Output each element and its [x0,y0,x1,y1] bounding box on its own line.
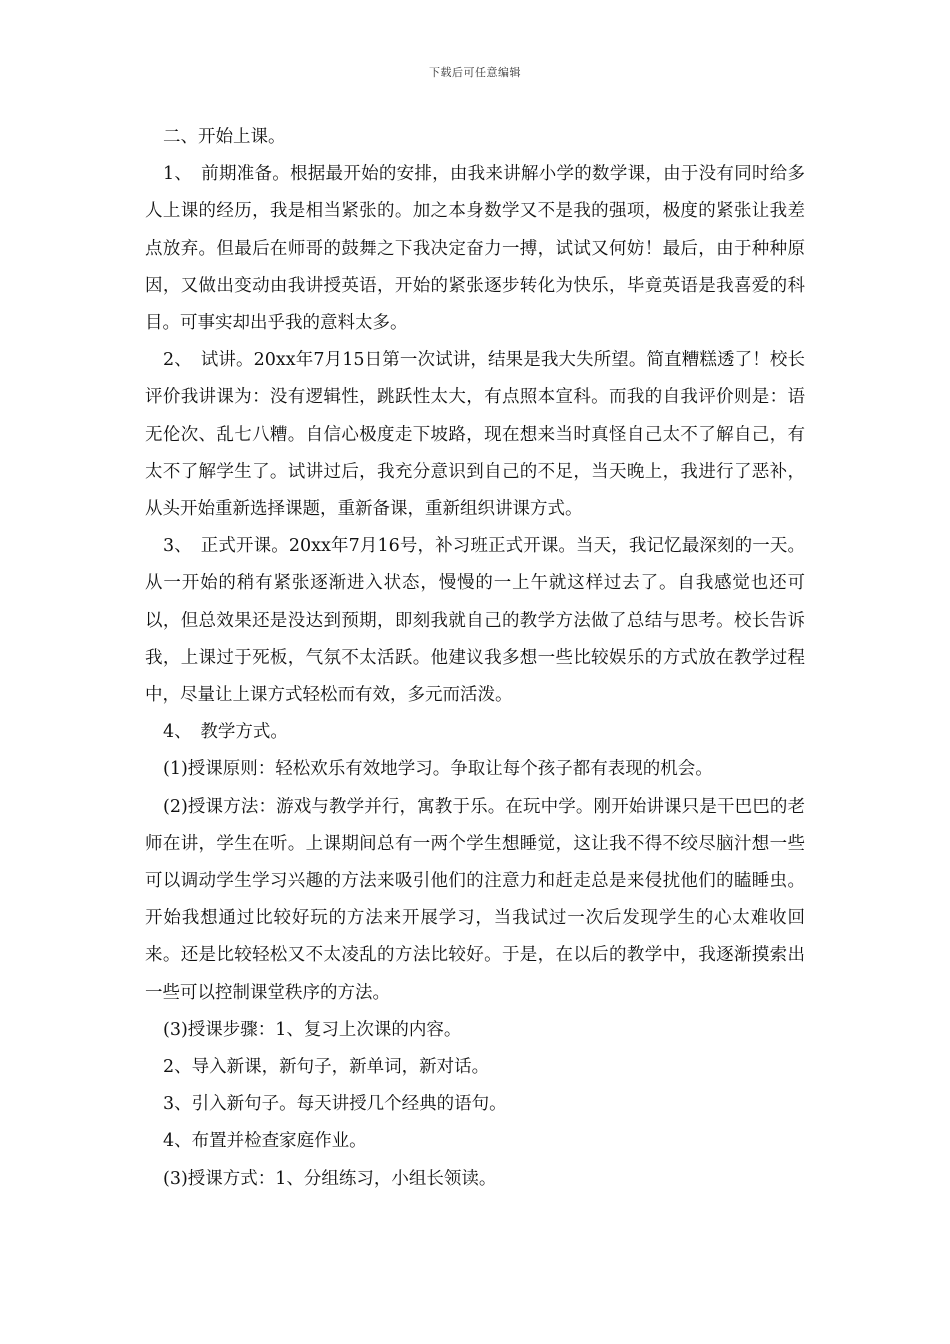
document-body [145,119,805,1198]
paragraph-preparation: 1、 前期准备。根据最开始的安排，由我来讲解小学的数学课，由于没有同时给多人上课的经历，我是相当紧张的。加之本身数学又不是我的强项，极度的紧张让我差点放弃。但最后在师哥的鼓舞之下我决定奋力一搏，试试又何妨！最后，由于种种原因，又做出变动由我讲授英语，开始的紧张逐步转化为快乐，毕竟英语是我喜爱的科目。可事实却出乎我的意料太多。 [145,164,805,334]
paragraph-teaching-format: (3)授课方式：1、分组练习，小组长领读。 [163,1168,497,1189]
list-item: 2、导入新课，新句子，新单词，新对话。 [163,1057,490,1078]
page-header: 下载后可任意编辑 [429,66,521,79]
paragraph-teaching-principle: (1)授课原则：轻松欢乐有效地学习。争取让每个孩子都有表现的机会。 [163,759,713,780]
paragraph-teaching-steps: (3)授课步骤：1、复习上次课的内容。 [163,1019,462,1040]
paragraph-teaching-approach: (2)授课方法：游戏与教学并行，寓教于乐。在玩中学。刚开始讲课只是干巴巴的老师在讲，学生在听。上课期间总有一两个学生想睡觉，这让我不得不绞尽脑汁想一些可以调动学生学习兴趣的方法来吸引他们的注意力和赶走总是来侵扰他们的瞌睡虫。开始我想通过比较好玩的方法来开展学习，当我试过一次后发现学生的心太难收回来。还是比较轻松又不太凌乱的方法比较好。于是，在以后的教学中，我逐渐摸索出一些可以控制课堂秩序的方法。 [145,796,805,1003]
paragraph-official-class: 3、 正式开课。20xx年7月16号，补习班正式开课。当天，我记忆最深刻的一天。从一开始的稍有紧张逐渐进入状态，慢慢的一上午就这样过去了。自我感觉也还可以，但总效果还是没达到预期，即刻我就自己的教学方法做了总结与思考。校长告诉我，上课过于死板，气氛不太活跃。他建议我多想一些比较娱乐的方式放在教学过程中，尽量让上课方式轻松而有效，多元而活泼。 [145,536,805,706]
paragraph-teaching-methods-heading: 4、 教学方式。 [163,722,288,743]
list-item: 3、引入新句子。每天讲授几个经典的语句。 [163,1094,507,1115]
paragraph-trial-lecture: 2、 试讲。20xx年7月15日第一次试讲，结果是我大失所望。简直糟糕透了！校长评价我讲课为：没有逻辑性，跳跃性太大，有点照本宣科。而我的自我评价则是：语无伦次、乱七八糟。自信心极度走下坡路，现在想来当时真怪自己太不了解自己，有太不了解学生了。试讲过后，我充分意识到自己的不足，当天晚上，我进行了恶补，从头开始重新选择课题，重新备课，重新组织讲课方式。 [145,350,805,520]
list-item: 4、布置并检查家庭作业。 [163,1131,367,1152]
section-heading: 二、开始上课。 [163,127,286,147]
